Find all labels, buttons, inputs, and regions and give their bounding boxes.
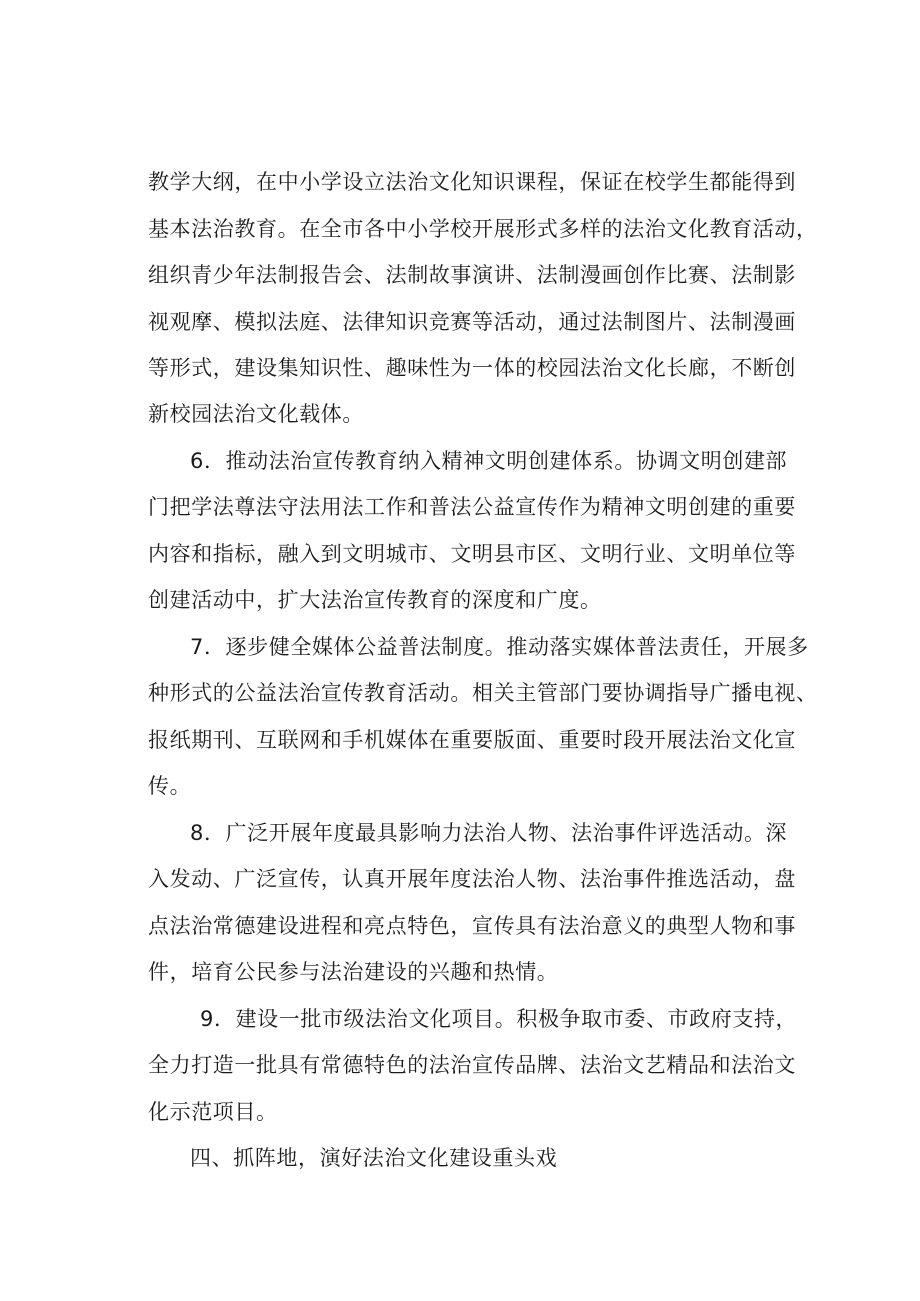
text-line: 全力打造一批具有常德特色的法治宣传品牌、法治文艺精品和法治文 bbox=[148, 1053, 796, 1077]
text-line: 传。 bbox=[148, 774, 192, 798]
paragraph-8-start: 8．广泛开展年度最具影响力法治人物、法治事件评选活动。深 bbox=[190, 821, 788, 845]
text-line: 件，培育公民参与法治建设的兴趣和热情。 bbox=[148, 960, 559, 984]
text-line: 新校园法治文化载体。 bbox=[148, 402, 364, 426]
text-line: 入发动、广泛宣传，认真开展年度法治人物、法治事件推选活动，盘 bbox=[148, 867, 796, 891]
text-line: 视观摩、模拟法庭、法律知识竞赛等活动，通过法制图片、法制漫画 bbox=[148, 310, 796, 334]
text-line: 种形式的公益法治宣传教育活动。相关主管部门要协调指导广播电视、 bbox=[148, 681, 818, 705]
text-line: 门把学法尊法守法用法工作和普法公益宣传作为精神文明创建的重要 bbox=[148, 495, 796, 519]
text-line: 组织青少年法制报告会、法制故事演讲、法制漫画创作比赛、法制影 bbox=[148, 263, 796, 287]
text-line: 教学大纲，在中小学设立法治文化知识课程，保证在校学生都能得到 bbox=[148, 170, 796, 194]
text-line: 基本法治教育。在全市各中小学校开展形式多样的法治文化教育活动， bbox=[148, 217, 818, 241]
paragraph-6-start: 6．推动法治宣传教育纳入精神文明创建体系。协调文明创建部 bbox=[190, 449, 788, 473]
text-line: 报纸期刊、互联网和手机媒体在重要版面、重要时段开展法治文化宣 bbox=[148, 728, 796, 752]
text-line: 化示范项目。 bbox=[148, 1100, 278, 1124]
paragraph-9-start: 9．建设一批市级法治文化项目。积极争取市委、市政府支持， bbox=[200, 1007, 798, 1031]
text-line: 点法治常德建设进程和亮点特色，宣传具有法治意义的典型人物和事 bbox=[148, 914, 796, 938]
section-heading: 四、抓阵地，演好法治文化建设重头戏 bbox=[190, 1146, 558, 1170]
text-line: 创建活动中，扩大法治宣传教育的深度和广度。 bbox=[148, 588, 602, 612]
text-line: 等形式，建设集知识性、趣味性为一体的校园法治文化长廊，不断创 bbox=[148, 356, 796, 380]
text-line: 内容和指标，融入到文明城市、文明县市区、文明行业、文明单位等 bbox=[148, 542, 796, 566]
paragraph-7-start: 7．逐步健全媒体公益普法制度。推动落实媒体普法责任，开展多 bbox=[190, 635, 809, 659]
